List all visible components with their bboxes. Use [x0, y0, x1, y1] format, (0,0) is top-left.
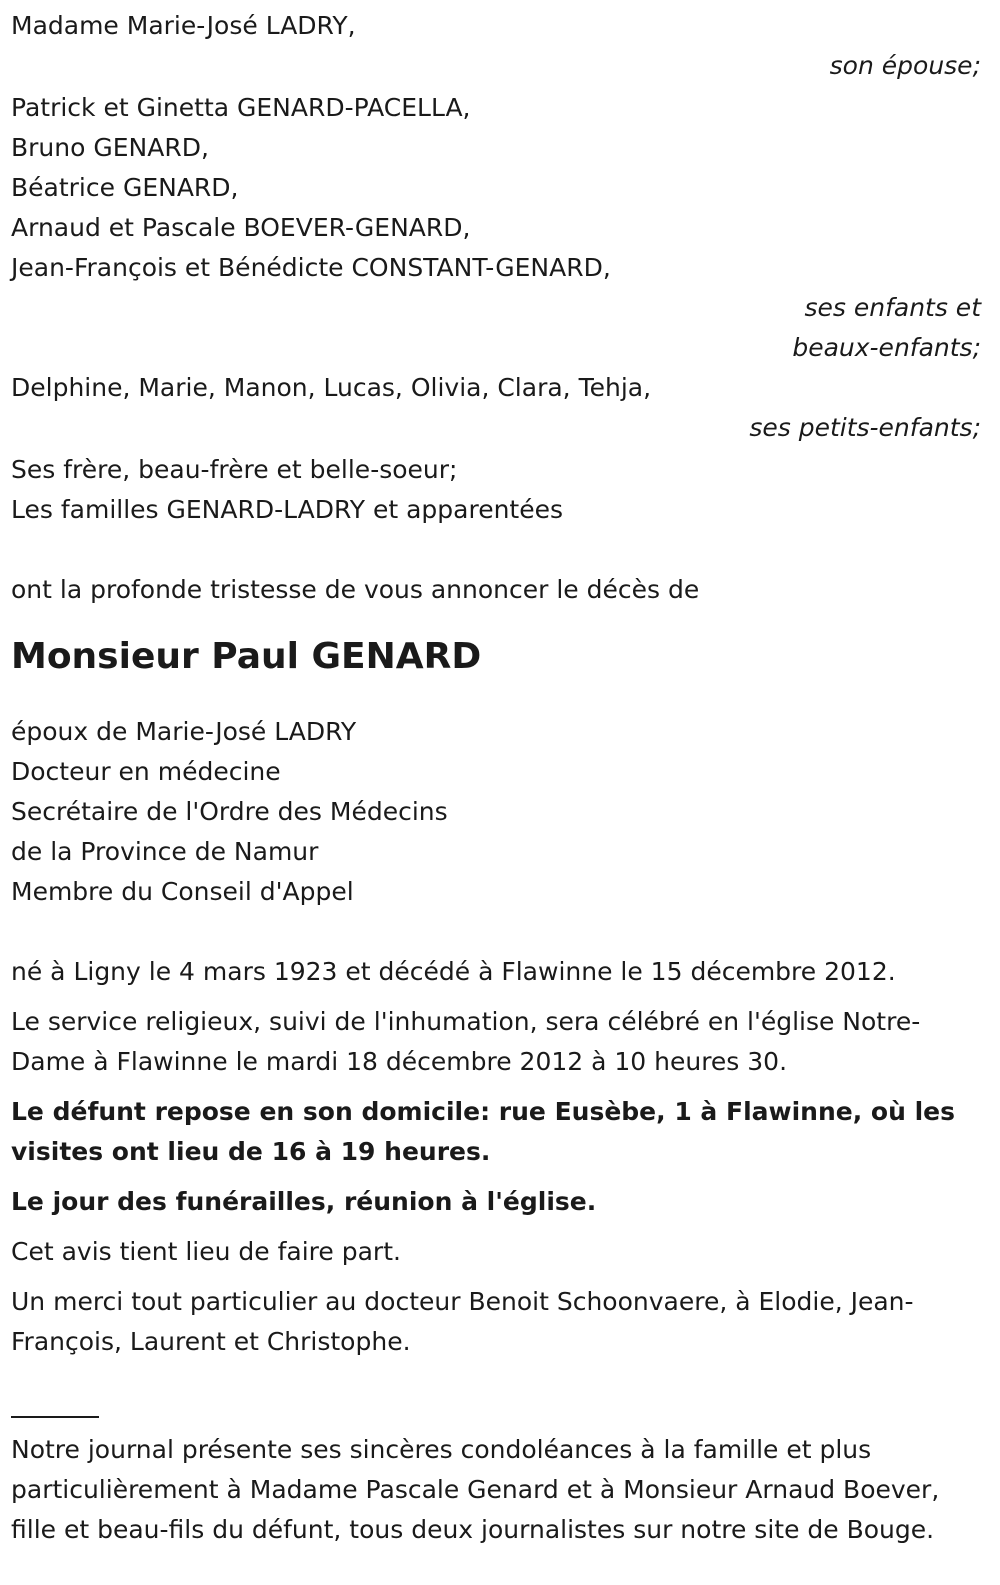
deceased-title: Secrétaire de l'Ordre des Médecins [11, 797, 448, 826]
grandchildren-names: Delphine, Marie, Manon, Lucas, Olivia, Clara, Tehja, [11, 373, 652, 402]
child-name: Béatrice GENARD, [11, 173, 239, 202]
grandchildren-role: ses petits-enfants; [749, 413, 981, 442]
separator-rule [11, 1416, 99, 1418]
children-list [11, 88, 981, 288]
child-name: Bruno GENARD, [11, 133, 209, 162]
visits-paragraph: Le défunt repose en son domicile: rue Eusèbe, 1 à Flawinne, où les visites ont lieu de 16 à 19 heures. [11, 1097, 956, 1166]
meeting-paragraph: Le jour des funérailles, réunion à l'église. [11, 1187, 597, 1216]
deceased-name: Monsieur Paul GENARD [11, 636, 482, 677]
deceased-title: Membre du Conseil d'Appel [11, 877, 354, 906]
relatives-line2: Les familles GENARD-LADRY et apparentées [11, 495, 564, 524]
children-role-line1: ses enfants et [804, 293, 981, 322]
relatives-line1: Ses frère, beau-frère et belle-soeur; [11, 455, 458, 484]
notice-paragraph: Cet avis tient lieu de faire part. [11, 1237, 401, 1266]
deceased-title: Docteur en médecine [11, 757, 281, 786]
announcement-text: ont la profonde tristesse de vous annoncer le décès de [11, 575, 700, 604]
deceased-title: époux de Marie-José LADRY [11, 717, 357, 746]
service-paragraph: Le service religieux, suivi de l'inhumation, sera célébré en l'église Notre-Dame à Flawinne le mardi 18 décembre 2012 à 10 heures 30. [11, 1007, 921, 1076]
child-name: Arnaud et Pascale BOEVER-GENARD, [11, 213, 471, 242]
child-name: Jean-François et Bénédicte CONSTANT-GENARD, [11, 253, 611, 282]
child-name: Patrick et Ginetta GENARD-PACELLA, [11, 93, 471, 122]
spouse-name: Madame Marie-José LADRY, [11, 11, 356, 40]
children-role-line2: beaux-enfants; [792, 333, 981, 362]
spouse-role: son épouse; [829, 51, 981, 80]
obituary-notice [11, 6, 981, 1550]
deceased-titles [11, 712, 981, 912]
birth-death-line: né à Ligny le 4 mars 1923 et décédé à Flawinne le 15 décembre 2012. [11, 957, 896, 986]
thanks-paragraph: Un merci tout particulier au docteur Benoit Schoonvaere, à Elodie, Jean-François, Laurent et Christophe. [11, 1287, 914, 1356]
condolences-paragraph: Notre journal présente ses sincères condoléances à la famille et plus particulièrement à Madame Pascale Genard et à Monsieur Arnaud Boever, fille et beau-fils du défunt, tous deux journalistes sur notre site de Bouge. [11, 1435, 940, 1544]
deceased-title: de la Province de Namur [11, 837, 319, 866]
